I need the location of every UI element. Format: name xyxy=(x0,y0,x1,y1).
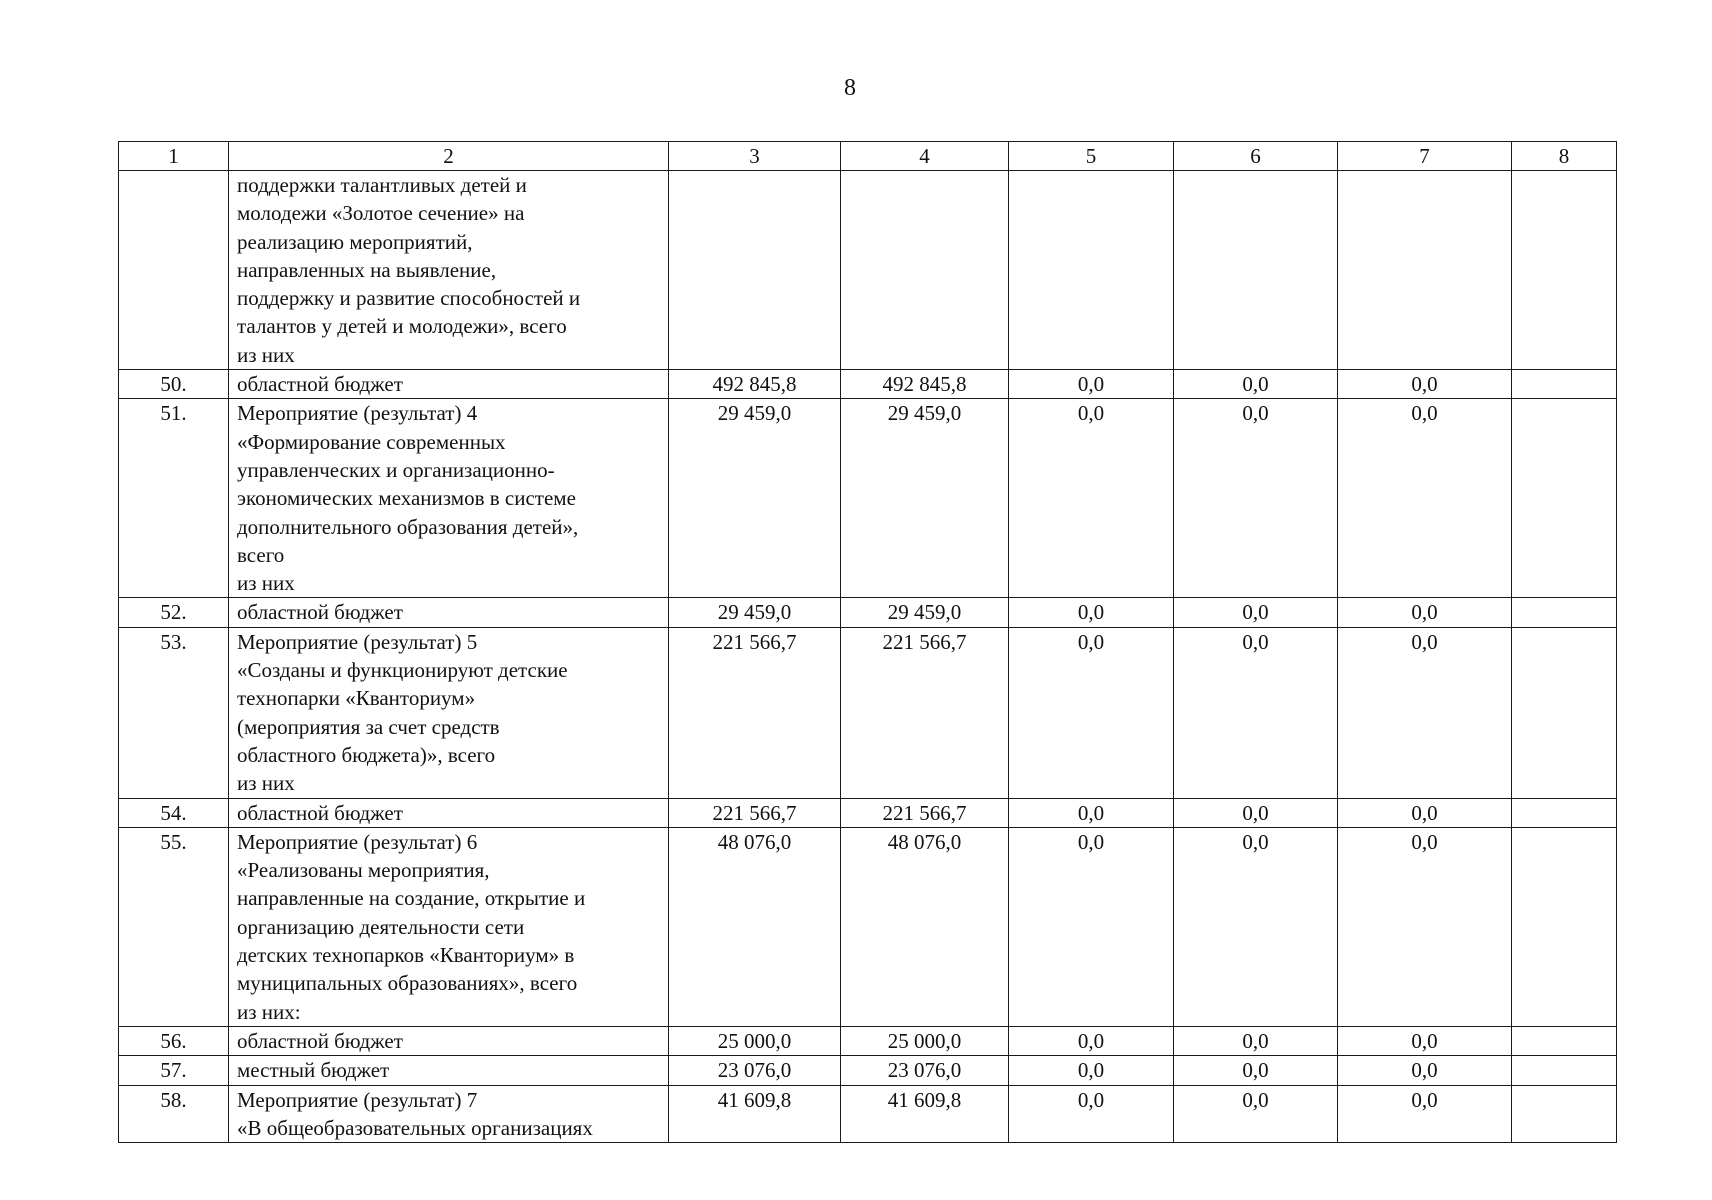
value-cell-c6: 0,0 xyxy=(1174,627,1338,798)
description-line: технопарки «Кванториум» xyxy=(237,686,476,711)
value-cell-c3: 221 566,7 xyxy=(669,627,841,798)
value-cell-c8 xyxy=(1512,399,1617,598)
description-line: областной бюджет xyxy=(237,372,403,397)
value-cell-c6: 0,0 xyxy=(1174,598,1338,627)
row-number-cell: 54. xyxy=(119,798,229,827)
description-line: управленческих и организационно- xyxy=(237,457,555,482)
value-cell-c6: 0,0 xyxy=(1174,399,1338,598)
description-line: (мероприятия за счет средств xyxy=(237,714,500,739)
value-cell-c4: 48 076,0 xyxy=(841,827,1009,1026)
value-cell-c5: 0,0 xyxy=(1009,370,1174,399)
description-line: Мероприятие (результат) 4 xyxy=(237,401,478,426)
value-cell-c7 xyxy=(1338,171,1512,370)
row-description-cell xyxy=(229,1026,669,1055)
row-number-cell: 56. xyxy=(119,1026,229,1055)
table-row xyxy=(119,1026,1617,1055)
row-number-cell: 51. xyxy=(119,399,229,598)
value-cell-c8 xyxy=(1512,627,1617,798)
row-number-cell: 50. xyxy=(119,370,229,399)
value-cell-c8 xyxy=(1512,370,1617,399)
description-line: Мероприятие (результат) 7 xyxy=(237,1087,478,1112)
description-line: муниципальных образованиях», всего xyxy=(237,971,578,996)
row-number-cell: 53. xyxy=(119,627,229,798)
value-cell-c8 xyxy=(1512,1056,1617,1085)
value-cell-c3: 25 000,0 xyxy=(669,1026,841,1055)
description-line: всего xyxy=(237,542,285,567)
value-cell-c6: 0,0 xyxy=(1174,827,1338,1026)
table-row xyxy=(119,598,1617,627)
value-cell-c4: 29 459,0 xyxy=(841,598,1009,627)
description-line: из них xyxy=(237,571,295,596)
value-cell-c8 xyxy=(1512,827,1617,1026)
description-line: поддержки талантливых детей и xyxy=(237,173,527,197)
row-number-cell: 57. xyxy=(119,1056,229,1085)
value-cell-c6 xyxy=(1174,171,1338,370)
value-cell-c3: 29 459,0 xyxy=(669,399,841,598)
budget-table xyxy=(118,141,1617,1143)
value-cell-c4: 41 609,8 xyxy=(841,1085,1009,1143)
row-description-cell xyxy=(229,798,669,827)
value-cell-c3: 48 076,0 xyxy=(669,827,841,1026)
value-cell-c8 xyxy=(1512,1085,1617,1143)
description-line: областной бюджет xyxy=(237,600,403,625)
table-row xyxy=(119,1085,1617,1143)
description-line: экономических механизмов в системе xyxy=(237,486,576,511)
value-cell-c5: 0,0 xyxy=(1009,627,1174,798)
value-cell-c7: 0,0 xyxy=(1338,1056,1512,1085)
row-description-cell xyxy=(229,399,669,598)
description-line: молодежи «Золотое сечение» на xyxy=(237,201,525,226)
description-line: организацию деятельности сети xyxy=(237,914,525,939)
value-cell-c8 xyxy=(1512,598,1617,627)
value-cell-c3: 41 609,8 xyxy=(669,1085,841,1143)
value-cell-c6: 0,0 xyxy=(1174,798,1338,827)
row-number-cell: 58. xyxy=(119,1085,229,1143)
value-cell-c7: 0,0 xyxy=(1338,1085,1512,1143)
table-row xyxy=(119,171,1617,370)
header-cell: 1 xyxy=(119,142,229,171)
table-row xyxy=(119,1056,1617,1085)
description-line: направленных на выявление, xyxy=(237,257,497,282)
value-cell-c4: 29 459,0 xyxy=(841,399,1009,598)
header-row xyxy=(119,142,1617,171)
row-number-cell: 55. xyxy=(119,827,229,1026)
row-description-cell xyxy=(229,1056,669,1085)
value-cell-c4: 23 076,0 xyxy=(841,1056,1009,1085)
value-cell-c4: 221 566,7 xyxy=(841,798,1009,827)
value-cell-c5: 0,0 xyxy=(1009,798,1174,827)
header-cell: 5 xyxy=(1009,142,1174,171)
row-number-cell xyxy=(119,171,229,370)
value-cell-c8 xyxy=(1512,171,1617,370)
value-cell-c3: 221 566,7 xyxy=(669,798,841,827)
value-cell-c6: 0,0 xyxy=(1174,370,1338,399)
description-line: талантов у детей и молодежи», всего xyxy=(237,314,567,339)
description-line: из них xyxy=(237,771,295,796)
header-cell: 8 xyxy=(1512,142,1617,171)
description-line: «Созданы и функционируют детские xyxy=(237,658,568,683)
value-cell-c4: 492 845,8 xyxy=(841,370,1009,399)
table-row xyxy=(119,370,1617,399)
value-cell-c5: 0,0 xyxy=(1009,1026,1174,1055)
value-cell-c5: 0,0 xyxy=(1009,1056,1174,1085)
row-description-cell xyxy=(229,627,669,798)
table-body xyxy=(119,142,1617,1143)
description-line: детских технопарков «Кванториум» в xyxy=(237,943,575,968)
description-line: Мероприятие (результат) 6 xyxy=(237,829,478,854)
description-line: областной бюджет xyxy=(237,1028,403,1053)
value-cell-c3: 29 459,0 xyxy=(669,598,841,627)
description-line: «Формирование современных xyxy=(237,429,506,454)
value-cell-c6: 0,0 xyxy=(1174,1085,1338,1143)
row-description-cell xyxy=(229,370,669,399)
description-line: «Реализованы мероприятия, xyxy=(237,858,490,883)
table-row xyxy=(119,399,1617,598)
row-description-cell xyxy=(229,827,669,1026)
description-line: «В общеобразовательных организациях xyxy=(237,1115,593,1140)
header-cell: 6 xyxy=(1174,142,1338,171)
value-cell-c7: 0,0 xyxy=(1338,827,1512,1026)
value-cell-c5: 0,0 xyxy=(1009,827,1174,1026)
description-line: из них: xyxy=(237,999,301,1024)
description-line: областного бюджета)», всего xyxy=(237,742,496,767)
header-cell: 7 xyxy=(1338,142,1512,171)
value-cell-c7: 0,0 xyxy=(1338,598,1512,627)
row-description-cell xyxy=(229,1085,669,1143)
table-row xyxy=(119,627,1617,798)
description-line: местный бюджет xyxy=(237,1058,390,1083)
value-cell-c5 xyxy=(1009,171,1174,370)
value-cell-c7: 0,0 xyxy=(1338,399,1512,598)
value-cell-c5: 0,0 xyxy=(1009,598,1174,627)
value-cell-c6: 0,0 xyxy=(1174,1026,1338,1055)
value-cell-c7: 0,0 xyxy=(1338,798,1512,827)
value-cell-c5: 0,0 xyxy=(1009,399,1174,598)
value-cell-c7: 0,0 xyxy=(1338,627,1512,798)
description-line: областной бюджет xyxy=(237,800,403,825)
value-cell-c7: 0,0 xyxy=(1338,370,1512,399)
header-cell: 2 xyxy=(229,142,669,171)
description-line: реализацию мероприятий, xyxy=(237,229,473,254)
value-cell-c3: 492 845,8 xyxy=(669,370,841,399)
value-cell-c3: 23 076,0 xyxy=(669,1056,841,1085)
description-line: из них xyxy=(237,342,295,367)
value-cell-c8 xyxy=(1512,1026,1617,1055)
description-line: поддержку и развитие способностей и xyxy=(237,286,581,311)
description-line: дополнительного образования детей», xyxy=(237,514,579,539)
page-number: 8 xyxy=(844,75,856,101)
value-cell-c4 xyxy=(841,171,1009,370)
description-line: Мероприятие (результат) 5 xyxy=(237,629,478,654)
table-row xyxy=(119,798,1617,827)
value-cell-c5: 0,0 xyxy=(1009,1085,1174,1143)
row-description-cell xyxy=(229,171,669,370)
row-description-cell xyxy=(229,598,669,627)
header-cell: 3 xyxy=(669,142,841,171)
value-cell-c4: 25 000,0 xyxy=(841,1026,1009,1055)
value-cell-c6: 0,0 xyxy=(1174,1056,1338,1085)
row-number-cell: 52. xyxy=(119,598,229,627)
header-cell: 4 xyxy=(841,142,1009,171)
value-cell-c4: 221 566,7 xyxy=(841,627,1009,798)
value-cell-c3 xyxy=(669,171,841,370)
description-line: направленные на создание, открытие и xyxy=(237,886,586,911)
table-row xyxy=(119,827,1617,1026)
value-cell-c7: 0,0 xyxy=(1338,1026,1512,1055)
value-cell-c8 xyxy=(1512,798,1617,827)
